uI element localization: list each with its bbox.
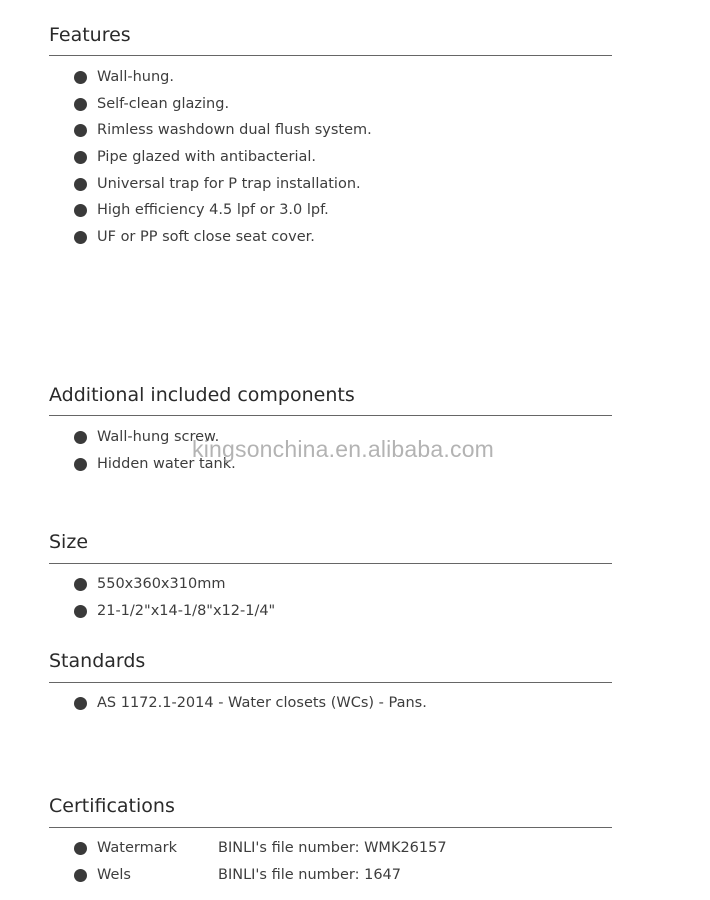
bullet-icon: [74, 578, 87, 591]
item-text: Universal trap for P trap installation.: [97, 175, 361, 192]
bullet-icon: [74, 178, 87, 191]
list-item: [49, 571, 275, 598]
features-section: [49, 23, 612, 246]
item-text: High efficiency 4.5 lpf or 3.0 lpf.: [97, 202, 329, 219]
bullet-icon: [74, 151, 87, 164]
divider: [49, 827, 612, 828]
cert-name: Wels: [97, 866, 131, 883]
list-item: [49, 117, 372, 144]
section-heading: Size: [49, 531, 89, 553]
cert-name: Watermark: [97, 840, 177, 856]
list-item: [49, 835, 447, 862]
item-text: 21-1/2"x14-1/8"x12-1/4": [97, 602, 276, 619]
list-item: [49, 64, 372, 91]
section-heading: Features: [49, 24, 131, 46]
list-item: [49, 224, 372, 251]
bullet-icon: [74, 98, 87, 111]
item-text: Wall-hung.: [97, 69, 174, 85]
item-text: 550x360x310mm: [97, 576, 226, 592]
list-item: [49, 690, 427, 717]
list-item: [49, 91, 372, 118]
item-text: UF or PP soft close seat cover.: [97, 229, 315, 246]
item-text: Hidden water tank.: [97, 455, 236, 472]
features-list: [49, 64, 372, 251]
item-text: Self-clean glazing.: [97, 95, 230, 112]
section-heading: Additional included components: [49, 384, 355, 406]
item-text: Rimless washdown dual flush system.: [97, 122, 372, 139]
bullet-icon: [74, 204, 87, 217]
section-heading: Standards: [49, 650, 146, 672]
bullet-icon: [74, 231, 87, 244]
bullet-icon: [74, 605, 87, 618]
size-list: [49, 571, 275, 624]
cert-detail: BINLI's file number: WMK26157: [218, 840, 447, 856]
divider: [49, 563, 612, 564]
divider: [49, 682, 612, 683]
divider: [49, 55, 612, 56]
standards-section: [49, 649, 612, 711]
bullet-icon: [74, 431, 87, 444]
list-item: [49, 598, 275, 625]
cert-detail: BINLI's file number: 1647: [218, 866, 401, 883]
bullet-icon: [74, 697, 87, 710]
list-item: [49, 862, 401, 889]
bullet-icon: [74, 458, 87, 471]
size-section: [49, 530, 612, 619]
bullet-icon: [74, 869, 87, 882]
item-text: Wall-hung screw.: [97, 429, 220, 445]
certifications-list: [49, 835, 447, 888]
bullet-icon: [74, 71, 87, 84]
bullet-icon: [74, 842, 87, 855]
list-item: [49, 197, 372, 224]
divider: [49, 415, 612, 416]
watermark: kingsonchina.en.alibaba.com: [192, 436, 495, 462]
item-text: AS 1172.1-2014 - Water closets (WCs) - Pans.: [97, 695, 427, 711]
item-text: Pipe glazed with antibacterial.: [97, 149, 316, 166]
section-heading: Certifications: [49, 795, 175, 817]
standards-list: [49, 690, 427, 717]
list-item: [49, 144, 372, 171]
bullet-icon: [74, 124, 87, 137]
certifications-section: [49, 794, 612, 883]
list-item: [49, 171, 372, 198]
